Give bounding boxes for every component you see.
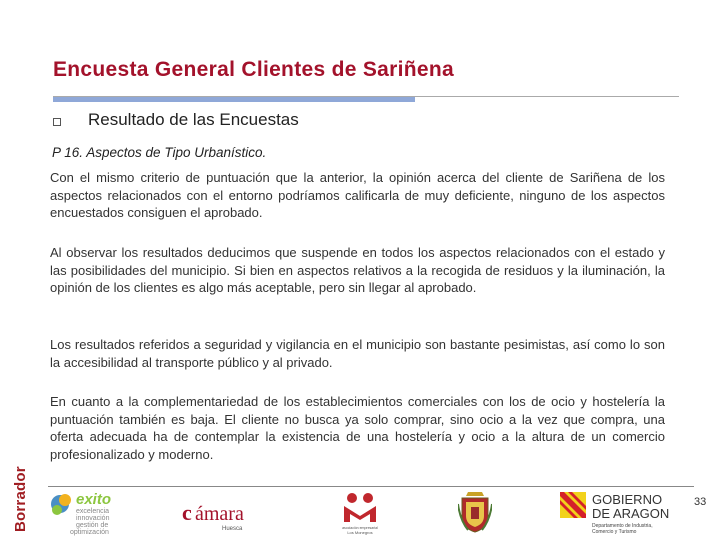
svg-text:exito: exito bbox=[76, 491, 112, 508]
svg-text:innovación: innovación bbox=[76, 515, 110, 522]
municipal-shield-logo bbox=[458, 490, 492, 534]
svg-text:ámara: ámara bbox=[195, 503, 244, 525]
svg-text:GOBIERNO: GOBIERNO bbox=[592, 492, 663, 507]
svg-text:asociación empresarial: asociación empresarial bbox=[342, 526, 378, 530]
title-accent-bar bbox=[53, 97, 415, 102]
svg-text:Comercio y Turismo: Comercio y Turismo bbox=[592, 529, 637, 535]
svg-text:optimización: optimización bbox=[70, 529, 109, 536]
section-bullet bbox=[53, 110, 299, 130]
section-heading: Resultado de las Encuestas bbox=[88, 110, 299, 129]
camara-logo bbox=[182, 496, 280, 532]
svg-text:DE ARAGON: DE ARAGON bbox=[592, 506, 670, 521]
slide-title: Encuesta General Clientes de Sariñena bbox=[53, 58, 454, 81]
draft-watermark: Borrador bbox=[12, 466, 29, 532]
svg-text:Huesca: Huesca bbox=[222, 526, 243, 532]
paragraph-4: En cuanto a la complementariedad de los establecimientos comerciales con los de ocio y hostelería la puntuación también es baja. El cliente no busca ya solo comprar, sino ocio a la vez que compra, una oferta adecuada ha de contemplar la existencia de una hostelería y ocio a la altura de un comercio profesionalizado y moderno. bbox=[50, 394, 665, 462]
square-bullet-icon bbox=[53, 118, 61, 126]
svg-text:excelencia: excelencia bbox=[76, 508, 110, 515]
paragraph-3: Los resultados referidos a seguridad y vigilancia en el municipio son bastante pesimistas, así como lo son la accesibilidad al transporte público y al privado. bbox=[50, 337, 665, 370]
paragraph-1: Con el mismo criterio de puntuación que la anterior, la opinión acerca del cliente de Sariñena de los aspectos relacionados con el entorno podríamos calificarla de muy deficiente, ninguno de los aspectos encuestados consiguen el aprobado. bbox=[50, 170, 665, 220]
page-number: 33 bbox=[694, 496, 707, 508]
svg-text:Los Monegros: Los Monegros bbox=[347, 530, 373, 535]
svg-text:Departamento de Industria,: Departamento de Industria, bbox=[592, 523, 653, 529]
footer-divider bbox=[48, 486, 694, 487]
svg-text:gestión de: gestión de bbox=[76, 522, 109, 529]
paragraph-2: Al observar los resultados deducimos que suspende en todos los aspectos relacionados con el estado y las posibilidades del municipio. Si bien en aspectos relativos a la recogida de residuos y la iluminación, la opinión de los clientes es algo más aceptable, pero sin llegar al aprobado. bbox=[50, 245, 665, 295]
question-heading: P 16. Aspectos de Tipo Urbanístico. bbox=[52, 145, 267, 160]
monegros-association-logo bbox=[340, 490, 380, 536]
exito-logo bbox=[48, 488, 130, 536]
svg-text:c: c bbox=[182, 500, 192, 525]
gobierno-aragon-logo bbox=[560, 490, 700, 536]
